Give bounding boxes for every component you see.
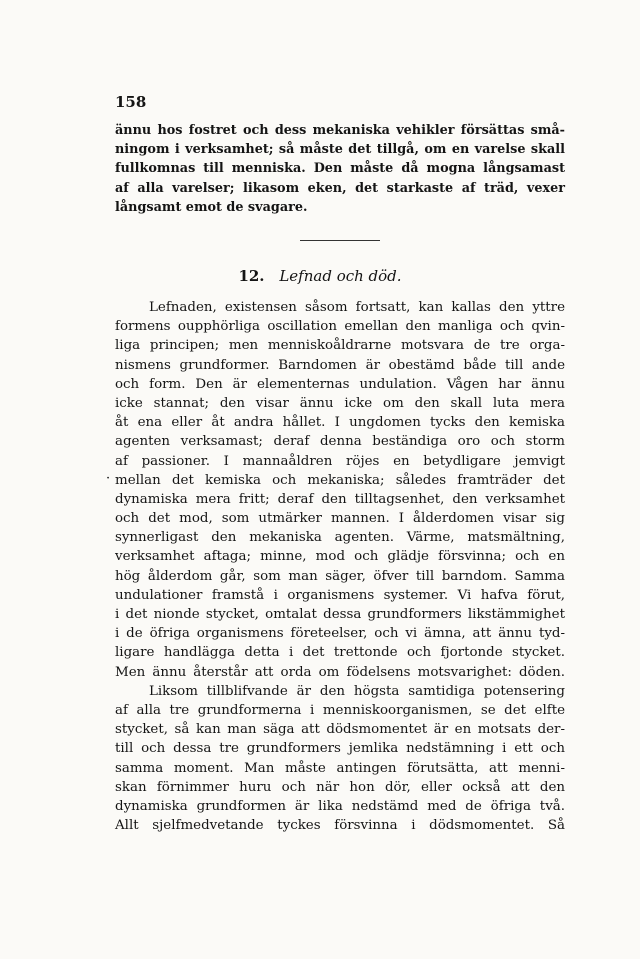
text-line: formens oupphörliga oscillation emellan den manliga och qvin- <box>115 319 565 335</box>
text-line: af alla varelser; likasom eken, det starkaste af träd, vexer <box>115 180 565 196</box>
margin-mark: · <box>106 471 111 486</box>
text-line: och det mod, som utmärker mannen. I ålderdomen visar sig <box>115 511 565 527</box>
text-line: Lefnaden, existensen såsom fortsatt, kan kallas den yttre <box>149 300 565 315</box>
text-line: samma moment. Man måste antingen förutsätta, att menni- <box>115 760 565 776</box>
section-heading <box>0 267 640 285</box>
text-line: långsamt emot de svagare. <box>115 199 308 215</box>
text-line: hög ålderdom går, som man säger, öfver till barndom. Samma <box>115 568 565 584</box>
text-line: mellan det kemiska och mekaniska; således framträder det <box>115 472 565 488</box>
section-title: Lefnad och död. <box>279 267 402 285</box>
intro-paragraph <box>115 121 565 217</box>
text-line: af alla tre grundformerna i menniskoorganismen, se det elfte <box>115 702 565 718</box>
text-line: till och dessa tre grundformers jemlika nedstämning i ett och <box>115 741 565 757</box>
text-line: agenten verksamast; deraf denna beständiga oro och storm <box>115 434 565 450</box>
text-line: i det nionde stycket, omtalat dessa grundformers likstämmighet <box>115 607 565 622</box>
text-line: nismens grundformer. Barndomen är obestämd både till ande <box>115 357 565 373</box>
text-line: skan förnimmer huru och när hon dör, eller också att den <box>115 779 565 795</box>
text-line: verksamhet aftaga; minne, mod och glädje försvinna; och en <box>115 549 565 565</box>
text-line: ligare handlägga detta i det trettonde och fjortonde stycket. <box>115 645 565 661</box>
text-line: åt ena eller åt andra hållet. I ungdomen tycks den kemiska <box>115 415 565 431</box>
section-number: 12. <box>238 267 265 285</box>
text-line: och form. Den är elementernas undulation. Vågen har ännu <box>115 376 565 392</box>
page-number: 158 <box>115 93 147 111</box>
text-line: ningom i verksamhet; så måste det tillgå, om en varelse skall <box>115 142 565 158</box>
text-line: fullkomnas till menniska. Den måste då mogna långsamast <box>115 161 565 177</box>
text-line: Liksom tillblifvande är den högsta samtidiga potensering <box>149 683 565 699</box>
text-line: i de öfriga organismens företeelser, och vi ämna, att ännu tyd- <box>115 626 565 642</box>
text-line: ännu hos fostret och dess mekaniska vehikler försättas små- <box>115 123 565 138</box>
text-line: undulationer framstå i organismens systemer. Vi hafva förut, <box>115 587 565 603</box>
text-line: liga principen; men menniskoåldrarne motsvara de tre orga- <box>115 338 565 354</box>
text-line: af passioner. I mannaåldren röjes en betydligare jemvigt <box>115 453 565 469</box>
section-divider <box>300 240 380 241</box>
text-line: dynamiska mera fritt; deraf den tilltagsenhet, den verksamhet <box>115 491 565 507</box>
text-line: stycket, så kan man säga att dödsmomentet är en motsats der- <box>115 722 565 738</box>
text-line: Men ännu återstår att orda om födelsens motsvarighet: döden. <box>115 664 565 680</box>
body-text <box>115 298 565 835</box>
text-line: icke stannat; den visar ännu icke om den skall luta mera <box>115 395 565 411</box>
text-line: synnerligast den mekaniska agenten. Värme, matsmältning, <box>115 530 565 546</box>
text-line: dynamiska grundformen är lika nedstämd med de öfriga två. <box>115 798 565 814</box>
text-line: Allt sjelfmedvetande tyckes försvinna i dödsmomentet. Så <box>115 818 565 834</box>
